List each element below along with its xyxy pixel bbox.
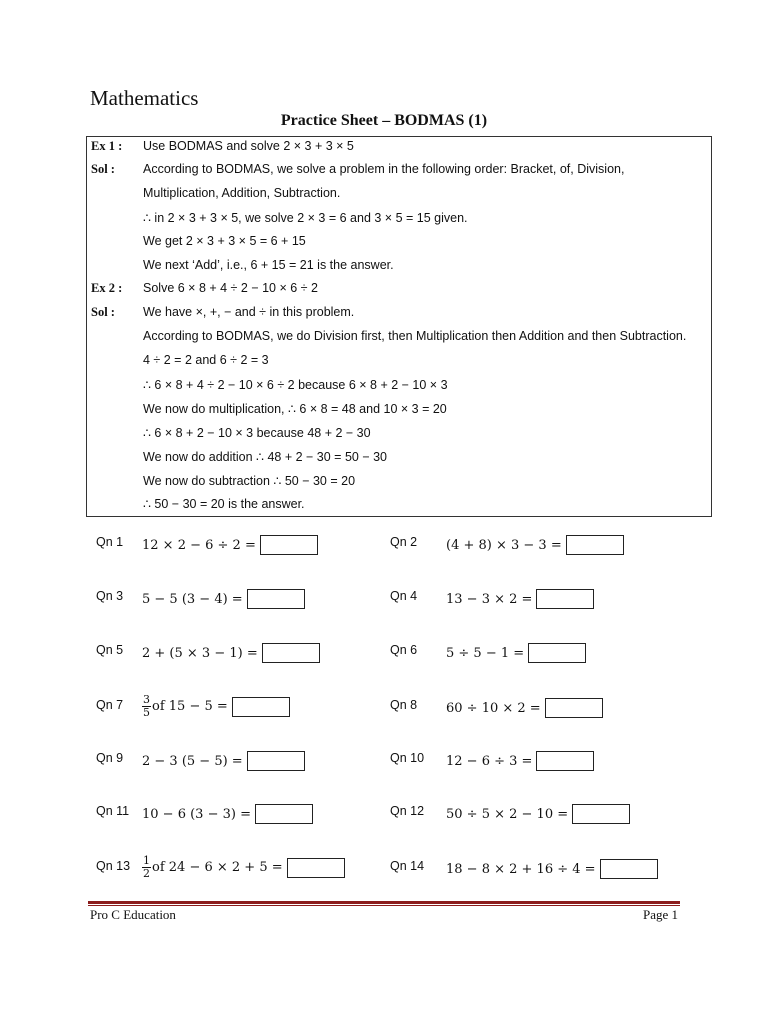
question-label: Qn 10: [390, 751, 425, 765]
question-label: Qn 2: [390, 535, 418, 549]
example-tag: Sol :: [91, 305, 115, 319]
sheet-title: Practice Sheet – BODMAS (1): [280, 112, 488, 129]
answer-box[interactable]: [566, 535, 624, 555]
fraction-denominator: 5: [143, 706, 150, 719]
fraction: [142, 855, 151, 880]
question-expression: [142, 751, 305, 771]
question-label: Qn 12: [390, 804, 425, 818]
question-label: Qn 1: [96, 535, 124, 549]
question-text: of 24 − 6 × 2 + 5 =: [152, 860, 283, 875]
question-text: 5 ÷ 5 − 1 =: [446, 645, 525, 661]
question-text: 10 − 6 (3 − 3) =: [142, 806, 251, 822]
footer-publisher: Pro C Education: [90, 907, 176, 922]
example-line: Multiplication, Addition, Subtraction.: [143, 186, 341, 200]
question-expression: [142, 535, 318, 555]
footer-rule-thin: [88, 905, 680, 906]
example-line: We now do multiplication, ∴ 6 × 8 = 48 and 10 × 3 = 20: [143, 402, 447, 416]
footer-page-number: Page 1: [642, 907, 678, 922]
example-line: We now do subtraction ∴ 50 − 30 = 20: [143, 474, 356, 488]
question-text: 2 − 3 (5 − 5) =: [142, 753, 243, 769]
question-label: Qn 11: [96, 804, 130, 818]
example-line: ∴ in 2 × 3 + 3 × 5, we solve 2 × 3 = 6 and 3 × 5 = 15 given.: [143, 211, 468, 225]
question-label: Qn 6: [390, 643, 418, 657]
question-label: Qn 13: [96, 859, 131, 873]
question-label: Qn 7: [96, 698, 124, 712]
example-line: ∴ 6 × 8 + 4 ÷ 2 − 10 × 6 ÷ 2 because 6 × 8 + 2 − 10 × 3: [143, 378, 448, 392]
example-tag: Ex 1 :: [91, 139, 123, 153]
fraction: [142, 694, 151, 719]
question-expression: [446, 643, 586, 663]
example-line: 4 ÷ 2 = 2 and 6 ÷ 2 = 3: [143, 353, 269, 367]
example-line: Use BODMAS and solve 2 × 3 + 3 × 5: [143, 139, 354, 153]
question-text: 12 − 6 ÷ 3 =: [446, 753, 533, 769]
answer-box[interactable]: [262, 643, 320, 663]
answer-box[interactable]: [572, 804, 630, 824]
question-text: 13 − 3 × 2 =: [446, 591, 533, 607]
answer-box[interactable]: [536, 589, 594, 609]
question-text: 12 × 2 − 6 ÷ 2 =: [142, 537, 256, 553]
question-expression: [446, 804, 630, 824]
question-label: Qn 5: [96, 643, 124, 657]
question-expression: [142, 694, 290, 719]
subject-heading: Mathematics: [90, 86, 199, 110]
answer-box[interactable]: [287, 858, 345, 878]
question-expression: [446, 589, 594, 609]
answer-box[interactable]: [255, 804, 313, 824]
answer-box[interactable]: [232, 697, 290, 717]
question-expression: [446, 535, 624, 555]
example-line: We get 2 × 3 + 3 × 5 = 6 + 15: [143, 234, 306, 248]
question-label: Qn 8: [390, 698, 418, 712]
question-text: 18 − 8 × 2 + 16 ÷ 4 =: [446, 861, 596, 877]
question-expression: [446, 698, 603, 718]
answer-box[interactable]: [528, 643, 586, 663]
example-line: According to BODMAS, we do Division first, then Multiplication then Addition and then Subtraction.: [143, 329, 687, 343]
question-expression: [142, 589, 305, 609]
question-expression: [142, 643, 320, 663]
example-line: We now do addition ∴ 48 + 2 − 30 = 50 − 30: [143, 450, 388, 464]
question-expression: [142, 804, 313, 824]
answer-box[interactable]: [247, 589, 305, 609]
question-text: (4 + 8) × 3 − 3 =: [446, 537, 562, 553]
example-line: According to BODMAS, we solve a problem in the following order: Bracket, of, Division,: [143, 162, 625, 176]
question-expression: [142, 855, 345, 880]
question-expression: [446, 751, 594, 771]
question-text: 2 + (5 × 3 − 1) =: [142, 645, 258, 661]
question-text: 60 ÷ 10 × 2 =: [446, 700, 541, 716]
fraction-denominator: 2: [143, 867, 150, 880]
answer-box[interactable]: [600, 859, 658, 879]
question-label: Qn 4: [390, 589, 418, 603]
question-expression: [446, 859, 658, 879]
question-text: of 15 − 5 =: [152, 699, 228, 714]
example-line: ∴ 6 × 8 + 2 − 10 × 3 because 48 + 2 − 30: [143, 426, 371, 440]
question-label: Qn 3: [96, 589, 124, 603]
footer-rule: [88, 901, 680, 904]
example-line: ∴ 50 − 30 = 20 is the answer.: [143, 497, 305, 511]
example-line: Solve 6 × 8 + 4 ÷ 2 − 10 × 6 ÷ 2: [143, 281, 318, 295]
worked-examples-box: [86, 136, 712, 517]
answer-box[interactable]: [247, 751, 305, 771]
answer-box[interactable]: [545, 698, 603, 718]
answer-box[interactable]: [536, 751, 594, 771]
example-line: We have ×, +, − and ÷ in this problem.: [143, 305, 355, 319]
fraction-numerator: 3: [143, 693, 150, 706]
example-tag: Ex 2 :: [91, 281, 123, 295]
fraction-numerator: 1: [143, 854, 150, 867]
question-text: 5 − 5 (3 − 4) =: [142, 591, 243, 607]
answer-box[interactable]: [260, 535, 318, 555]
example-tag: Sol :: [91, 162, 115, 176]
example-line: We next ‘Add’, i.e., 6 + 15 = 21 is the answer.: [143, 258, 394, 272]
question-label: Qn 14: [390, 859, 425, 873]
question-label: Qn 9: [96, 751, 124, 765]
question-text: 50 ÷ 5 × 2 − 10 =: [446, 806, 569, 822]
